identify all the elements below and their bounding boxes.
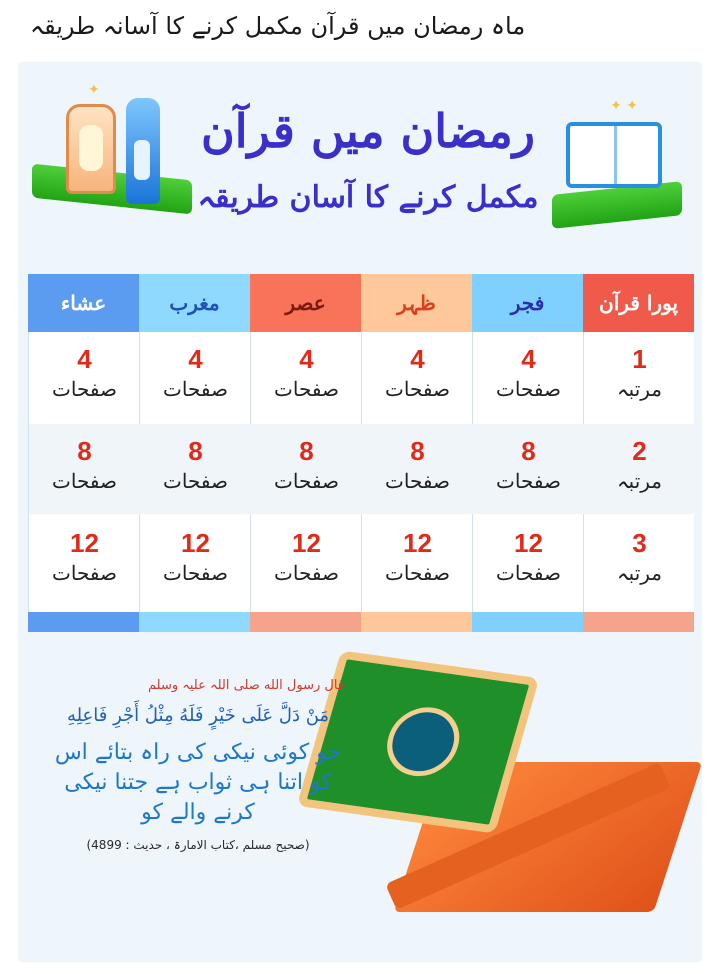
hadith-urdu-line: کو اتنا ہی ثواب ہے جتنا نیکی	[64, 770, 332, 795]
schedule-cell-unit: صفحات	[274, 377, 339, 401]
schedule-cell	[362, 516, 473, 606]
schedule-cell-number: 8	[77, 436, 92, 466]
open-book-icon	[566, 122, 662, 188]
schedule-column-footer	[250, 612, 361, 632]
lantern-icon	[66, 104, 116, 194]
schedule-column-body	[250, 332, 361, 614]
schedule-column-header: فجر	[472, 274, 583, 332]
schedule-cell-unit: صفحات	[496, 377, 561, 401]
schedule-cell	[584, 332, 695, 422]
schedule-cell	[140, 424, 251, 514]
schedule-column-header: مغرب	[139, 274, 250, 332]
hadith-urdu-line: جو کوئی نیکی کی راہ بتائے اس	[54, 740, 342, 765]
schedule-cell-number: 4	[77, 344, 92, 374]
schedule-cell-unit: مرتبہ	[616, 377, 663, 401]
schedule-cell-unit: مرتبہ	[616, 561, 663, 585]
poster-heading: رمضان میں قرآن	[200, 104, 536, 158]
schedule-cell	[251, 424, 362, 514]
schedule-cell	[362, 424, 473, 514]
schedule-column-footer	[583, 612, 694, 632]
schedule-cell	[473, 332, 584, 422]
hadith-urdu-line: کرنے والے کو	[141, 800, 255, 825]
sparkle-icon-left: ✦	[88, 82, 100, 98]
schedule-cell	[29, 332, 140, 422]
schedule-column	[583, 274, 694, 614]
schedule-cell-number: 12	[181, 528, 210, 558]
schedule-cell-number: 1	[632, 344, 647, 374]
post-title	[0, 0, 720, 52]
post-title-text: ماہ رمضان میں قرآن مکمل کرنے کا آسانہ طریقہ	[30, 12, 526, 40]
schedule-cell-unit: صفحات	[52, 469, 117, 493]
schedule-cell-number: 8	[299, 436, 314, 466]
schedule-cell	[140, 332, 251, 422]
hadith-urdu	[48, 738, 348, 828]
schedule-cell-unit: مرتبہ	[616, 469, 663, 493]
hadith-reference: (صحیح مسلم ،کتاب الامارۃ ، حدیث : 4899)	[86, 838, 310, 852]
poster-image	[18, 62, 702, 962]
schedule-column-footer	[139, 612, 250, 632]
schedule-cell	[584, 424, 695, 514]
schedule-column-footer	[28, 612, 139, 632]
schedule-cell-number: 12	[70, 528, 99, 558]
schedule-column-header: پورا قرآن	[583, 274, 694, 332]
schedule-cell-unit: صفحات	[385, 469, 450, 493]
schedule-column	[472, 274, 583, 614]
schedule-column	[250, 274, 361, 614]
schedule-cell-number: 4	[188, 344, 203, 374]
schedule-cell-unit: صفحات	[385, 561, 450, 585]
schedule-cell	[584, 516, 695, 606]
blue-lantern-icon	[126, 98, 160, 204]
schedule-cell-unit: صفحات	[274, 469, 339, 493]
schedule-cell-number: 2	[632, 436, 647, 466]
schedule-cell-number: 12	[514, 528, 543, 558]
schedule-column-header: ظہر	[361, 274, 472, 332]
schedule-cell-number: 12	[403, 528, 432, 558]
schedule-cell	[251, 332, 362, 422]
schedule-cell	[362, 332, 473, 422]
poster-subheading: مکمل کرنے کا آسان طریقہ	[197, 180, 539, 215]
schedule-cell	[251, 516, 362, 606]
schedule-cell-number: 4	[410, 344, 425, 374]
schedule-cell-unit: صفحات	[163, 377, 228, 401]
schedule-column-header: عشاء	[28, 274, 139, 332]
schedule-cell-unit: صفحات	[163, 561, 228, 585]
hadith-arabic: مَنْ دَلَّ عَلَى خَيْرٍ فَلَهُ مِثْلُ أَجْرِ فَاعِلِهِ	[66, 705, 330, 726]
schedule-cell-number: 3	[632, 528, 647, 558]
schedule-cell-number: 4	[521, 344, 536, 374]
schedule-cell-unit: صفحات	[52, 561, 117, 585]
schedule-column-header: عصر	[250, 274, 361, 332]
schedule-cell-unit: صفحات	[274, 561, 339, 585]
schedule-cell-number: 8	[188, 436, 203, 466]
schedule-column-body	[28, 332, 139, 614]
hadith-block	[48, 678, 348, 852]
schedule-cell-unit: صفحات	[496, 469, 561, 493]
poster-header	[18, 62, 702, 262]
schedule-cell-unit: صفحات	[496, 561, 561, 585]
schedule-cell-unit: صفحات	[52, 377, 117, 401]
green-ribbon-right	[552, 181, 682, 229]
schedule-column-body	[139, 332, 250, 614]
reading-schedule-table	[26, 274, 694, 614]
schedule-cell-number: 4	[299, 344, 314, 374]
schedule-column-body	[472, 332, 583, 614]
schedule-column-footer	[361, 612, 472, 632]
schedule-column	[139, 274, 250, 614]
schedule-cell-number: 8	[521, 436, 536, 466]
schedule-column-body	[361, 332, 472, 614]
schedule-cell-unit: صفحات	[385, 377, 450, 401]
schedule-cell-number: 8	[410, 436, 425, 466]
schedule-cell-unit: صفحات	[163, 469, 228, 493]
schedule-cell	[473, 424, 584, 514]
schedule-column	[28, 274, 139, 614]
schedule-cell-number: 12	[292, 528, 321, 558]
schedule-column	[361, 274, 472, 614]
sparkle-icon: ✦ ✦	[610, 98, 638, 114]
schedule-cell	[140, 516, 251, 606]
schedule-column-body	[583, 332, 694, 614]
schedule-column-footer	[472, 612, 583, 632]
schedule-cell	[29, 424, 140, 514]
schedule-cell	[29, 516, 140, 606]
schedule-cell	[473, 516, 584, 606]
hadith-intro: قال رسول الله صلی اللہ علیہ وسلم	[148, 678, 344, 693]
